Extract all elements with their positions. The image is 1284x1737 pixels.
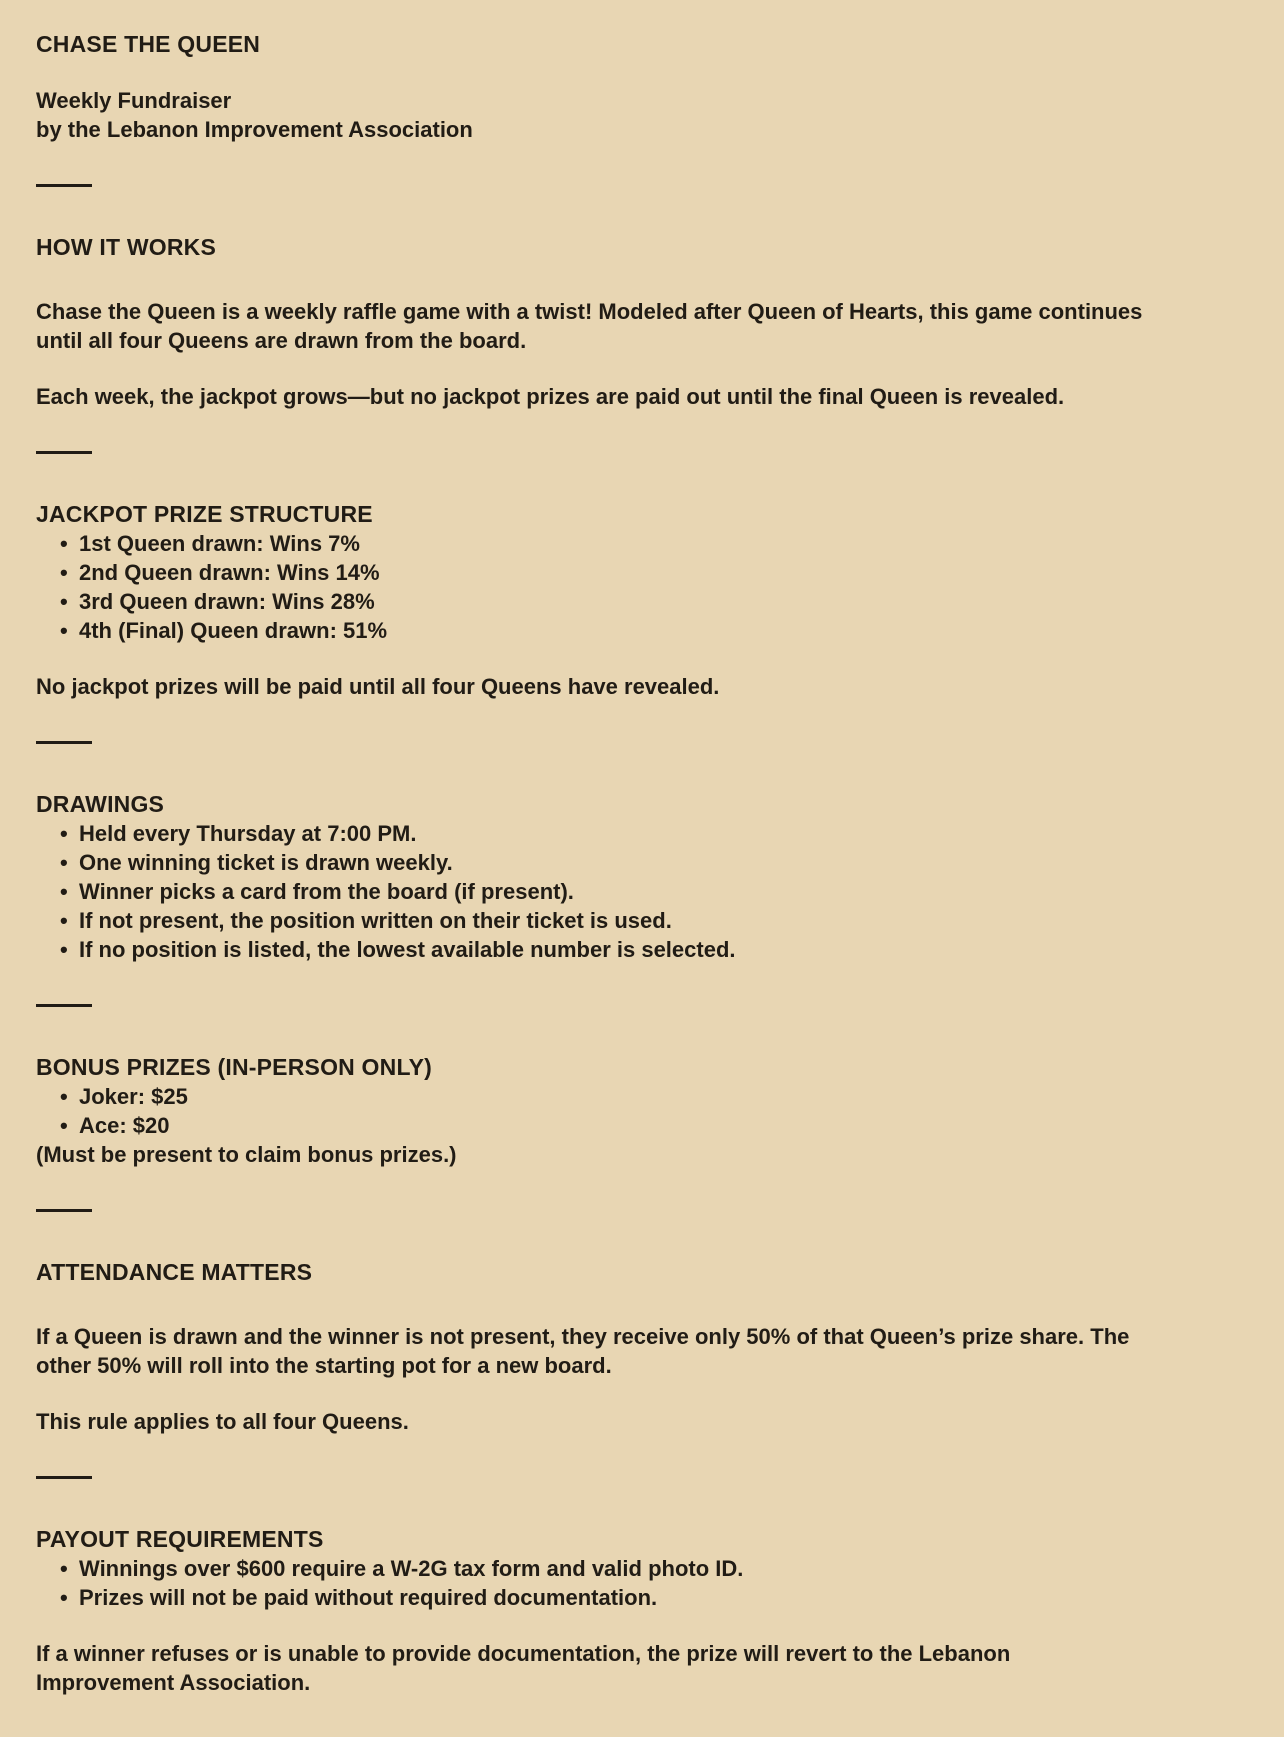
bullet-text: Joker: $25	[79, 1084, 188, 1109]
bullet-text: 4th (Final) Queen drawn: 51%	[79, 618, 388, 643]
bullet-item	[36, 1554, 1144, 1583]
bullet-icon: •	[60, 589, 68, 614]
section-bonus-prizes	[36, 1053, 1144, 1169]
bullet-text: Held every Thursday at 7:00 PM.	[79, 821, 417, 846]
bullet-list	[36, 1554, 1144, 1612]
bullet-text: 1st Queen drawn: Wins 7%	[79, 531, 360, 556]
section-divider	[36, 1004, 92, 1007]
bullet-icon: •	[60, 821, 68, 846]
paragraph: If a Queen is drawn and the winner is not present, they receive only 50% of that Queen’s prize share. The other 50% will roll into the starting pot for a new board.	[36, 1324, 1130, 1378]
bullet-item	[36, 935, 1144, 964]
bullet-item	[36, 587, 1144, 616]
section-divider	[36, 184, 92, 187]
bullet-icon: •	[60, 879, 68, 904]
bullet-text: One winning ticket is drawn weekly.	[79, 850, 453, 875]
paragraph: If a winner refuses or is unable to provide documentation, the prize will revert to the Lebanon Improvement Association.	[36, 1641, 1011, 1695]
section-how-it-works	[36, 233, 1144, 411]
bullet-icon: •	[60, 1585, 68, 1610]
bullet-text: If no position is listed, the lowest available number is selected.	[79, 937, 736, 962]
bullet-text: Prizes will not be paid without required documentation.	[79, 1585, 658, 1610]
bullet-list	[36, 1082, 1144, 1140]
bullet-text: Winner picks a card from the board (if present).	[79, 879, 574, 904]
bullet-item	[36, 877, 1144, 906]
paragraph: This rule applies to all four Queens.	[36, 1409, 409, 1434]
bullet-item	[36, 529, 1144, 558]
bullet-item	[36, 848, 1144, 877]
bonus-note: (Must be present to claim bonus prizes.)	[36, 1142, 457, 1167]
bullet-icon: •	[60, 1556, 68, 1581]
bullet-text: If not present, the position written on their ticket is used.	[79, 908, 672, 933]
section-payout-requirements	[36, 1525, 1144, 1697]
page-title: CHASE THE QUEEN	[36, 31, 261, 57]
section-attendance-matters	[36, 1258, 1144, 1436]
bullet-item	[36, 819, 1144, 848]
section-heading: HOW IT WORKS	[36, 234, 216, 260]
section-heading: JACKPOT PRIZE STRUCTURE	[36, 501, 373, 527]
paragraph: No jackpot prizes will be paid until all four Queens have revealed.	[36, 674, 720, 699]
section-divider	[36, 1209, 92, 1212]
bullet-item	[36, 906, 1144, 935]
section-divider	[36, 451, 92, 454]
bullet-icon: •	[60, 531, 68, 556]
bullet-icon: •	[60, 850, 68, 875]
section-divider	[36, 1476, 92, 1479]
bullet-item	[36, 1082, 1144, 1111]
bullet-icon: •	[60, 618, 68, 643]
bullet-text: 2nd Queen drawn: Wins 14%	[79, 560, 380, 585]
section-heading: DRAWINGS	[36, 791, 165, 817]
paragraph: Chase the Queen is a weekly raffle game with a twist! Modeled after Queen of Hearts, this game continues until all four Queens are drawn from the board.	[36, 299, 1143, 353]
bullet-text: 3rd Queen drawn: Wins 28%	[79, 589, 375, 614]
bullet-item	[36, 616, 1144, 645]
bullet-text: Winnings over $600 require a W-2G tax form and valid photo ID.	[79, 1556, 744, 1581]
section-heading: BONUS PRIZES (IN-PERSON ONLY)	[36, 1054, 432, 1080]
section-heading: PAYOUT REQUIREMENTS	[36, 1526, 324, 1552]
bullet-icon: •	[60, 1084, 68, 1109]
bullet-text: Ace: $20	[79, 1113, 170, 1138]
bullet-icon: •	[60, 1113, 68, 1138]
section-heading: ATTENDANCE MATTERS	[36, 1259, 313, 1285]
section-drawings	[36, 790, 1144, 964]
bullet-icon: •	[60, 908, 68, 933]
bullet-icon: •	[60, 937, 68, 962]
bullet-item	[36, 1111, 1144, 1140]
section-divider	[36, 741, 92, 744]
bullet-list	[36, 529, 1144, 645]
bullet-item	[36, 558, 1144, 587]
subtitle	[36, 86, 1144, 144]
bullet-icon: •	[60, 560, 68, 585]
section-jackpot-prize-structure	[36, 500, 1144, 701]
paragraph: Each week, the jackpot grows—but no jackpot prizes are paid out until the final Queen is revealed.	[36, 384, 1065, 409]
bullet-item	[36, 1583, 1144, 1612]
subtitle-line-2: by the Lebanon Improvement Association	[36, 117, 473, 142]
bullet-list	[36, 819, 1144, 964]
subtitle-line-1: Weekly Fundraiser	[36, 88, 232, 113]
